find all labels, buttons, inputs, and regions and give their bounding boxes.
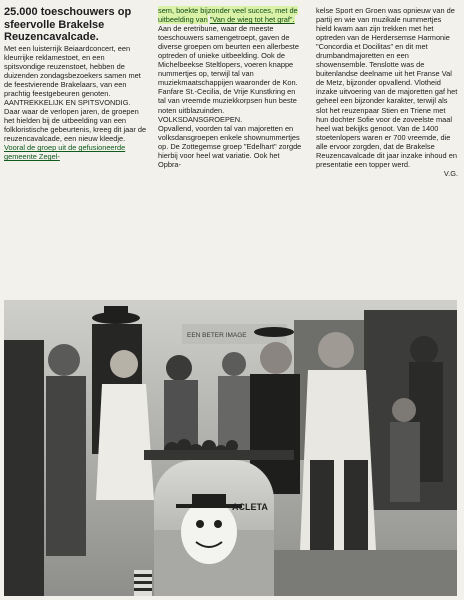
highlighted-text-1: Vooral de groep uit de gefusioneerde gemeente Zegel- [4,143,126,162]
column-3 [316,6,458,178]
headline: 25.000 toeschouwers op sfeervolle Brakelse Reuzencavalcade. [4,6,132,44]
column-1 [4,6,147,161]
highlighted-quote: "Van de wieg tot het graf". [209,15,295,25]
street [274,550,457,596]
body-text-1: Daar waar de verlopen jaren, de groepen het hielden bij de uitbeelding van een folkloristische gebeurtenis, kreeg dit jaar de reuzencavalcade, een nieuw kleedje. [4,107,147,144]
parade-photo [4,300,457,596]
subheading-aantrekkelijk: AANTREKKELIJK EN SPITSVONDIG. [4,98,131,108]
intro-paragraph: Met een luisterrijk Beiaardconcert, een kleurrijke reklamestoet, en een spitsvondige reuzenstoet, hebben de duizenden zondagsbezoekers samen met de feestvierende Brakelaars, van een prachtig feestgebeuren genoten. [4,43,141,99]
body-paragraph-1 [4,107,147,161]
highlight-paragraph [158,6,304,24]
body-paragraph-2: Aan de eretribune, waar de meeste toeschouwers samengetroept, gaven de diverse groepen om beurten een allerbeste optreden of unieke uitbeelding. Ook de Michelbeekse Steltlopers, voeren knappe nummertjes op, terwijl tal van muziekmaatschappijen waaronder de Kon. Fanfare St.-Cecilia, de Vrije Kunstkring en tal van vreemde muziekkorpsen hun beste noten uitblazuinden. [158,24,299,115]
cart-text: ACLETA [232,502,268,512]
subheading-volksdansgroepen: VOLKSDANSGROEPEN. [158,114,243,124]
body-paragraph-4: kelse Sport en Groen was opnieuw van de partij en wie van muzikale nummertjes hield kwam aan zijn trekken met het optreden van de Herdersemse Harmonie "Concordia et Docilitas" en dit met drumbandmajoretten en een showensemble. Tenslotte was de buitenlandse deelname uit het Franse Val de Metz, bijzonder opvallend. Vlotheid inzake uitvoering van de majoretten gaf het geheel een bijzonder karakter, terwijl als slot het reuzenpaar Stien en Triene met hun dochter Sofie voor de zoveelste maal heel wat bekijks genoot. Van de 1400 stoetenlopers waren er 700 vreemde, die alle ervoor zorgden, dat de Brakelse Reuzencavalcade dit jaar inzake inhoud en presentatie een topper werd. [316,6,458,169]
striped-costume [134,570,152,596]
column-2 [158,6,304,169]
highlighted-text-2: sem, boekte bijzonder veel succes, met de uitbeelding van [158,6,298,25]
body-paragraph-3: Opvallend, voorden tal van majoretten en volksdansgroepen enkele shownummertjes op. De Zottegemse groep "Edelhart" zorgde hierbij voor heel wat variatie. Ook het Opbra- [158,123,302,169]
banner-text: EEN BETER IMAGE [187,332,247,339]
author-signature: V.G. [443,168,458,178]
